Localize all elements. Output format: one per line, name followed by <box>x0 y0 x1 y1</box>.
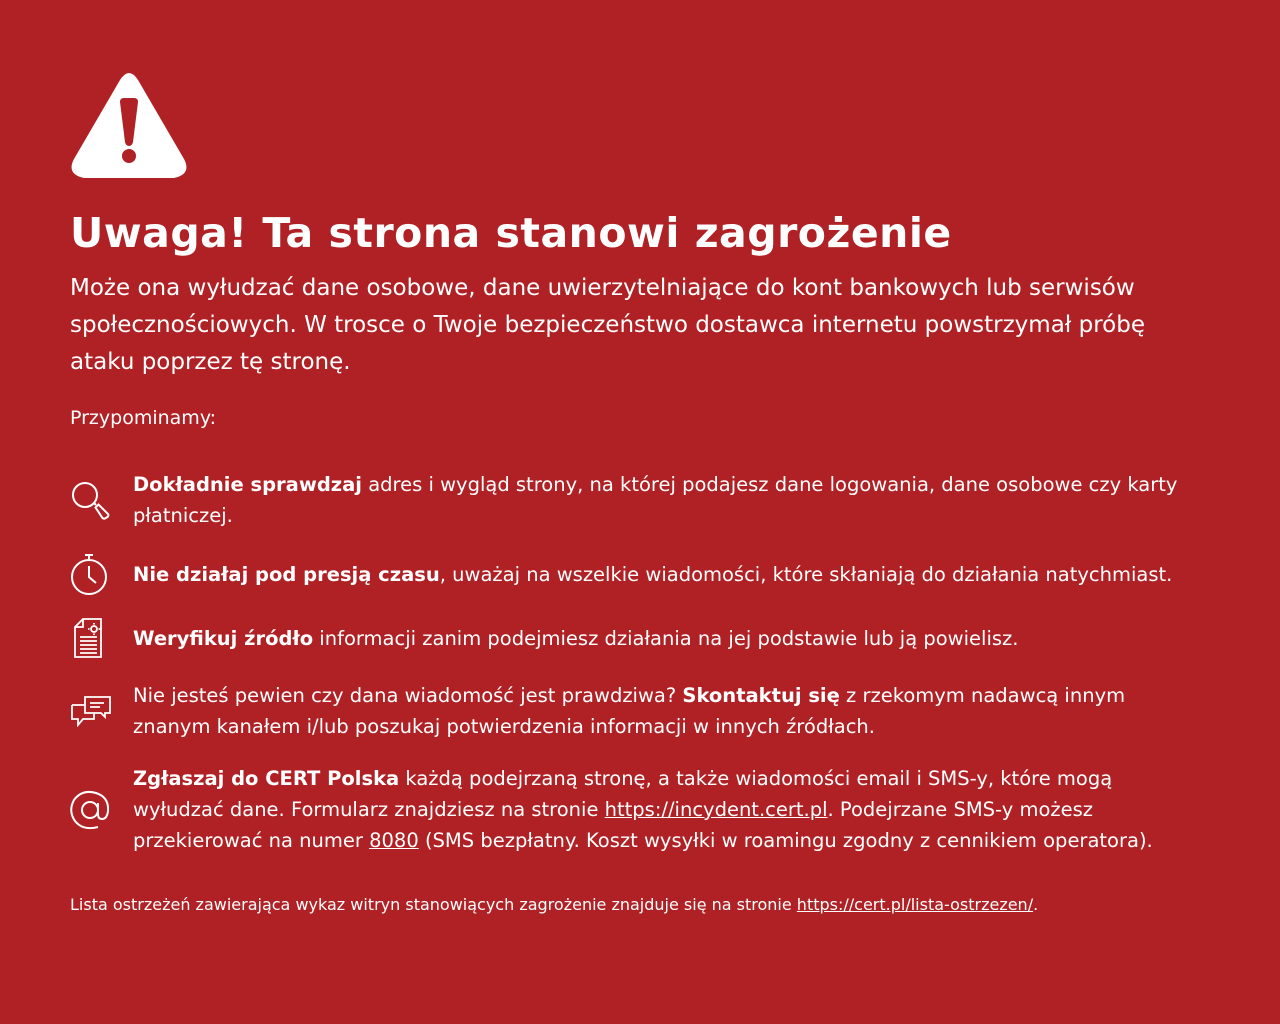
tip-body: każdą podejrzaną stronę, a także wiadomości email i SMS-y, które mogą wyłudzać dane. Formularz znajdziesz na stronie <box>133 767 1113 821</box>
document-icon <box>70 617 133 659</box>
footer-end: . <box>1033 895 1039 914</box>
threat-description: Może ona wyłudzać dane osobowe, dane uwierzytelniające do kont bankowych lub serwisów społecznościowych. W trosce o Twoje bezpieczeństwo dostawca internetu powstrzymał próbę ataku poprzez tę stronę. <box>70 275 1146 375</box>
magnifier-icon <box>70 480 133 520</box>
tip-text <box>133 680 1198 742</box>
tip-body: informacji zanim podejmiesz działania na jej podstawie lub ją powielisz. <box>313 626 1019 650</box>
tip-bold: Nie działaj pod presją czasu <box>133 562 440 586</box>
warning-list-link[interactable]: https://cert.pl/lista-ostrzezen/ <box>796 895 1034 914</box>
footer-text: Lista ostrzeżeń zawierająca wykaz witryn stanowiących zagrożenie znajduje się na stronie <box>70 895 797 914</box>
warning-triangle-icon <box>70 70 1210 180</box>
tip-report-cert <box>70 763 1210 856</box>
tip-verify-source <box>70 617 1210 659</box>
tip-body-end: (SMS bezpłatny. Koszt wysyłki w roamingu zgodny z cennikiem operatora). <box>418 829 1153 852</box>
reminder-label: Przypominamy: <box>70 407 217 429</box>
sms-number-link[interactable]: 8080 <box>369 829 419 852</box>
tip-bold: Skontaktuj się <box>682 684 840 707</box>
stopwatch-icon <box>70 552 133 596</box>
warning-page <box>70 70 1210 917</box>
tip-contact-sender <box>70 680 1210 742</box>
page-title: Uwaga! Ta strona stanowi zagrożenie <box>70 209 952 257</box>
tip-check-address <box>70 469 1210 531</box>
incident-form-link[interactable]: https://incydent.cert.pl <box>604 798 828 821</box>
footer-note <box>70 893 1210 917</box>
tip-text <box>133 469 1198 531</box>
tip-body: , uważaj na wszelkie wiadomości, które skłaniają do działania natychmiast. <box>439 562 1173 586</box>
tip-no-time-pressure <box>70 552 1210 596</box>
tip-body-continued: . Podejrzane SMS-y możesz przekierować na numer <box>133 798 1094 852</box>
chat-bubbles-icon <box>70 695 133 727</box>
at-sign-icon <box>70 790 133 830</box>
tip-body: adres i wygląd strony, na której podajesz dane logowania, dane osobowe czy karty płatniczej. <box>133 473 1178 527</box>
tips-list <box>70 469 1210 856</box>
tip-text <box>133 623 1198 654</box>
tip-intro: Nie jesteś pewien czy dana wiadomość jest prawdziwa? <box>133 684 683 707</box>
tip-bold: Weryfikuj źródło <box>133 626 314 650</box>
tip-text <box>133 763 1198 856</box>
tip-body: z rzekomym nadawcą innym znanym kanałem i/lub poszukaj potwierdzenia informacji w innych źródłach. <box>133 684 1126 738</box>
tip-bold: Zgłaszaj do CERT Polska <box>133 767 400 790</box>
tip-bold: Dokładnie sprawdzaj <box>133 473 362 496</box>
tip-text <box>133 559 1198 590</box>
